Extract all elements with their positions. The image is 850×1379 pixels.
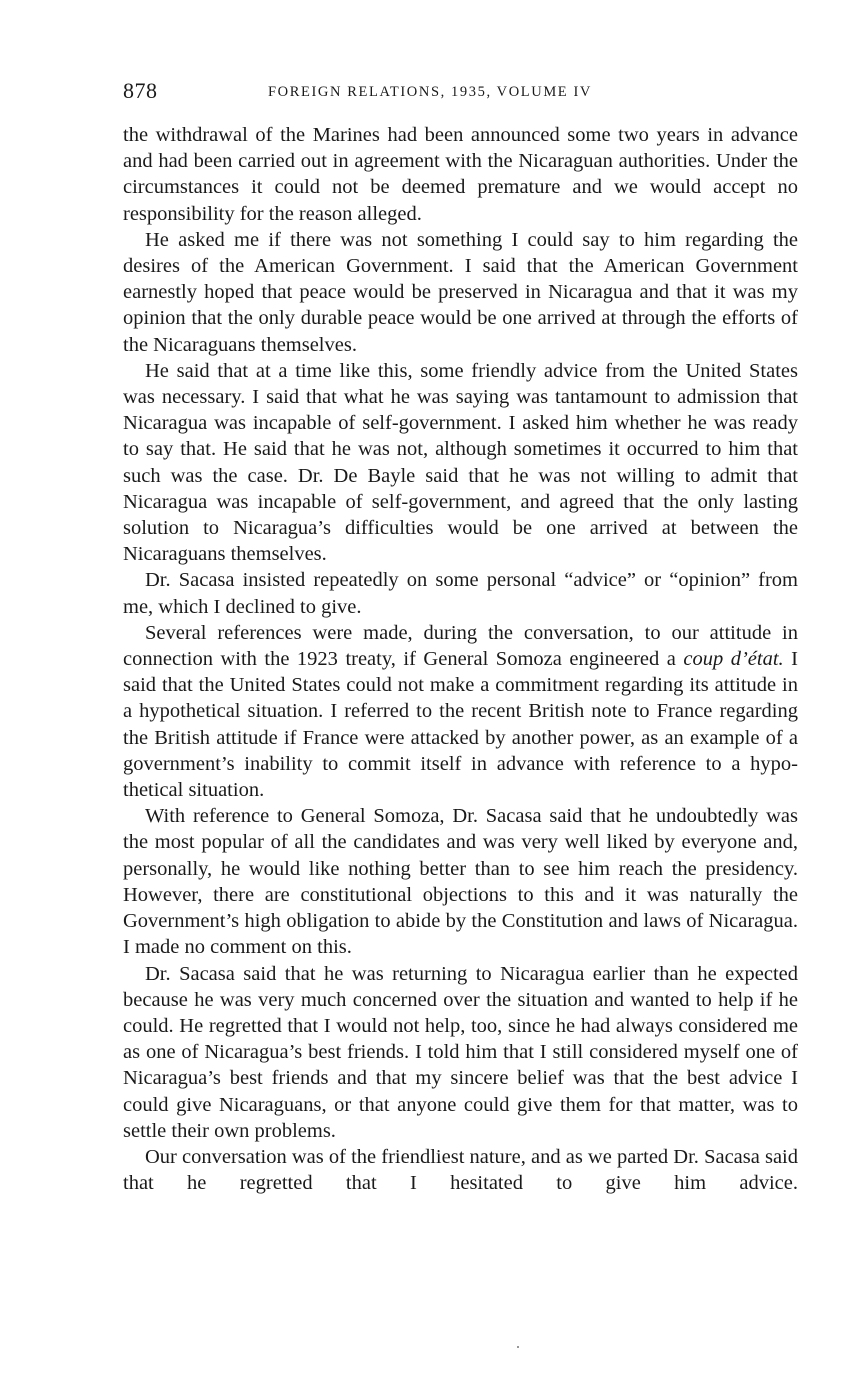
running-head: FOREIGN RELATIONS, 1935, VOLUME IV <box>268 84 592 100</box>
body-text <box>123 122 798 1196</box>
paragraph: He asked me if there was not something I could say to him regarding the desires of the American Government. I said that the American Government earnestly hoped that peace would be preserved in Nicaragua and that it was my opinion that the only durable peace would be one arrived at through the efforts of the Nicaraguans themselves. <box>123 228 798 356</box>
paragraph: With reference to General Somoza, Dr. Sacasa said that he undoubtedly was the most popular of all the candidates and was very well liked by everyone and, personally, he would like nothing better than to see him reach the presidency. However, there are constitutional objections to this and it was naturally the Government’s high obligation to abide by the Constitution and laws of Nicaragua. I made no comment on this. <box>123 805 798 959</box>
paragraph <box>123 620 798 803</box>
scan-speck <box>517 1346 519 1348</box>
document-page <box>123 78 798 1196</box>
paragraph: Dr. Sacasa said that he was returning to Nicaragua earlier than he expected because he was very much concerned over the situation and wanted to help if he could. He regretted that I would not help, too, since he had always considered me as one of Nicaragua’s best friends. I told him that I still considered myself one of Nicaragua’s best friends and that my sincere belief was that the best advice I could give Nicaraguans, or that anyone could give them for that matter, was to settle their own problems. <box>123 962 798 1142</box>
paragraph-text: I said that the United States could not make a commitment regarding its attitude in a hypothetical situation. I referred to the recent British note to France regarding the British attitude if France were attacked by another power, as an example of a government’s inability to commit itself in advance with reference to a hypothetical situation. <box>123 648 799 802</box>
page-number: 878 <box>123 78 158 103</box>
paragraph: Dr. Sacasa insisted repeatedly on some personal “advice” or “opinion” from me, which I declined to give. <box>123 569 798 618</box>
paragraph: He said that at a time like this, some friendly advice from the United States was necessary. I said that what he was saying was tantamount to admission that Nicaragua was incapable of self-government. I asked him whether he was ready to say that. He said that he was not, although sometimes it occurred to him that such was the case. Dr. De Bayle said that he was not willing to admit that Nicaragua was incapable of self-government, and agreed that the only lasting solution to Nicaragua’s difficulties would be one arrived at between the Nicaraguans themselves. <box>123 359 798 566</box>
paragraph-continuation: the withdrawal of the Marines had been announced some two years in advance and had been carried out in agreement with the Nicaraguan authorities. Under the circumstances it could not be deemed premature and we would accept no responsibility for the reason alleged. <box>123 124 798 225</box>
paragraph-final: Our conversation was of the friendliest nature, and as we parted Dr. Sacasa said that he regretted that I hesitated to give him advice. <box>123 1145 798 1195</box>
page-header <box>123 78 798 112</box>
paragraph-text: Several references were made, during the conversation, to our attitude in connection with the 1923 treaty, if General Somoza engineered a <box>123 621 798 671</box>
italic-phrase: coup d’état. <box>683 648 784 671</box>
